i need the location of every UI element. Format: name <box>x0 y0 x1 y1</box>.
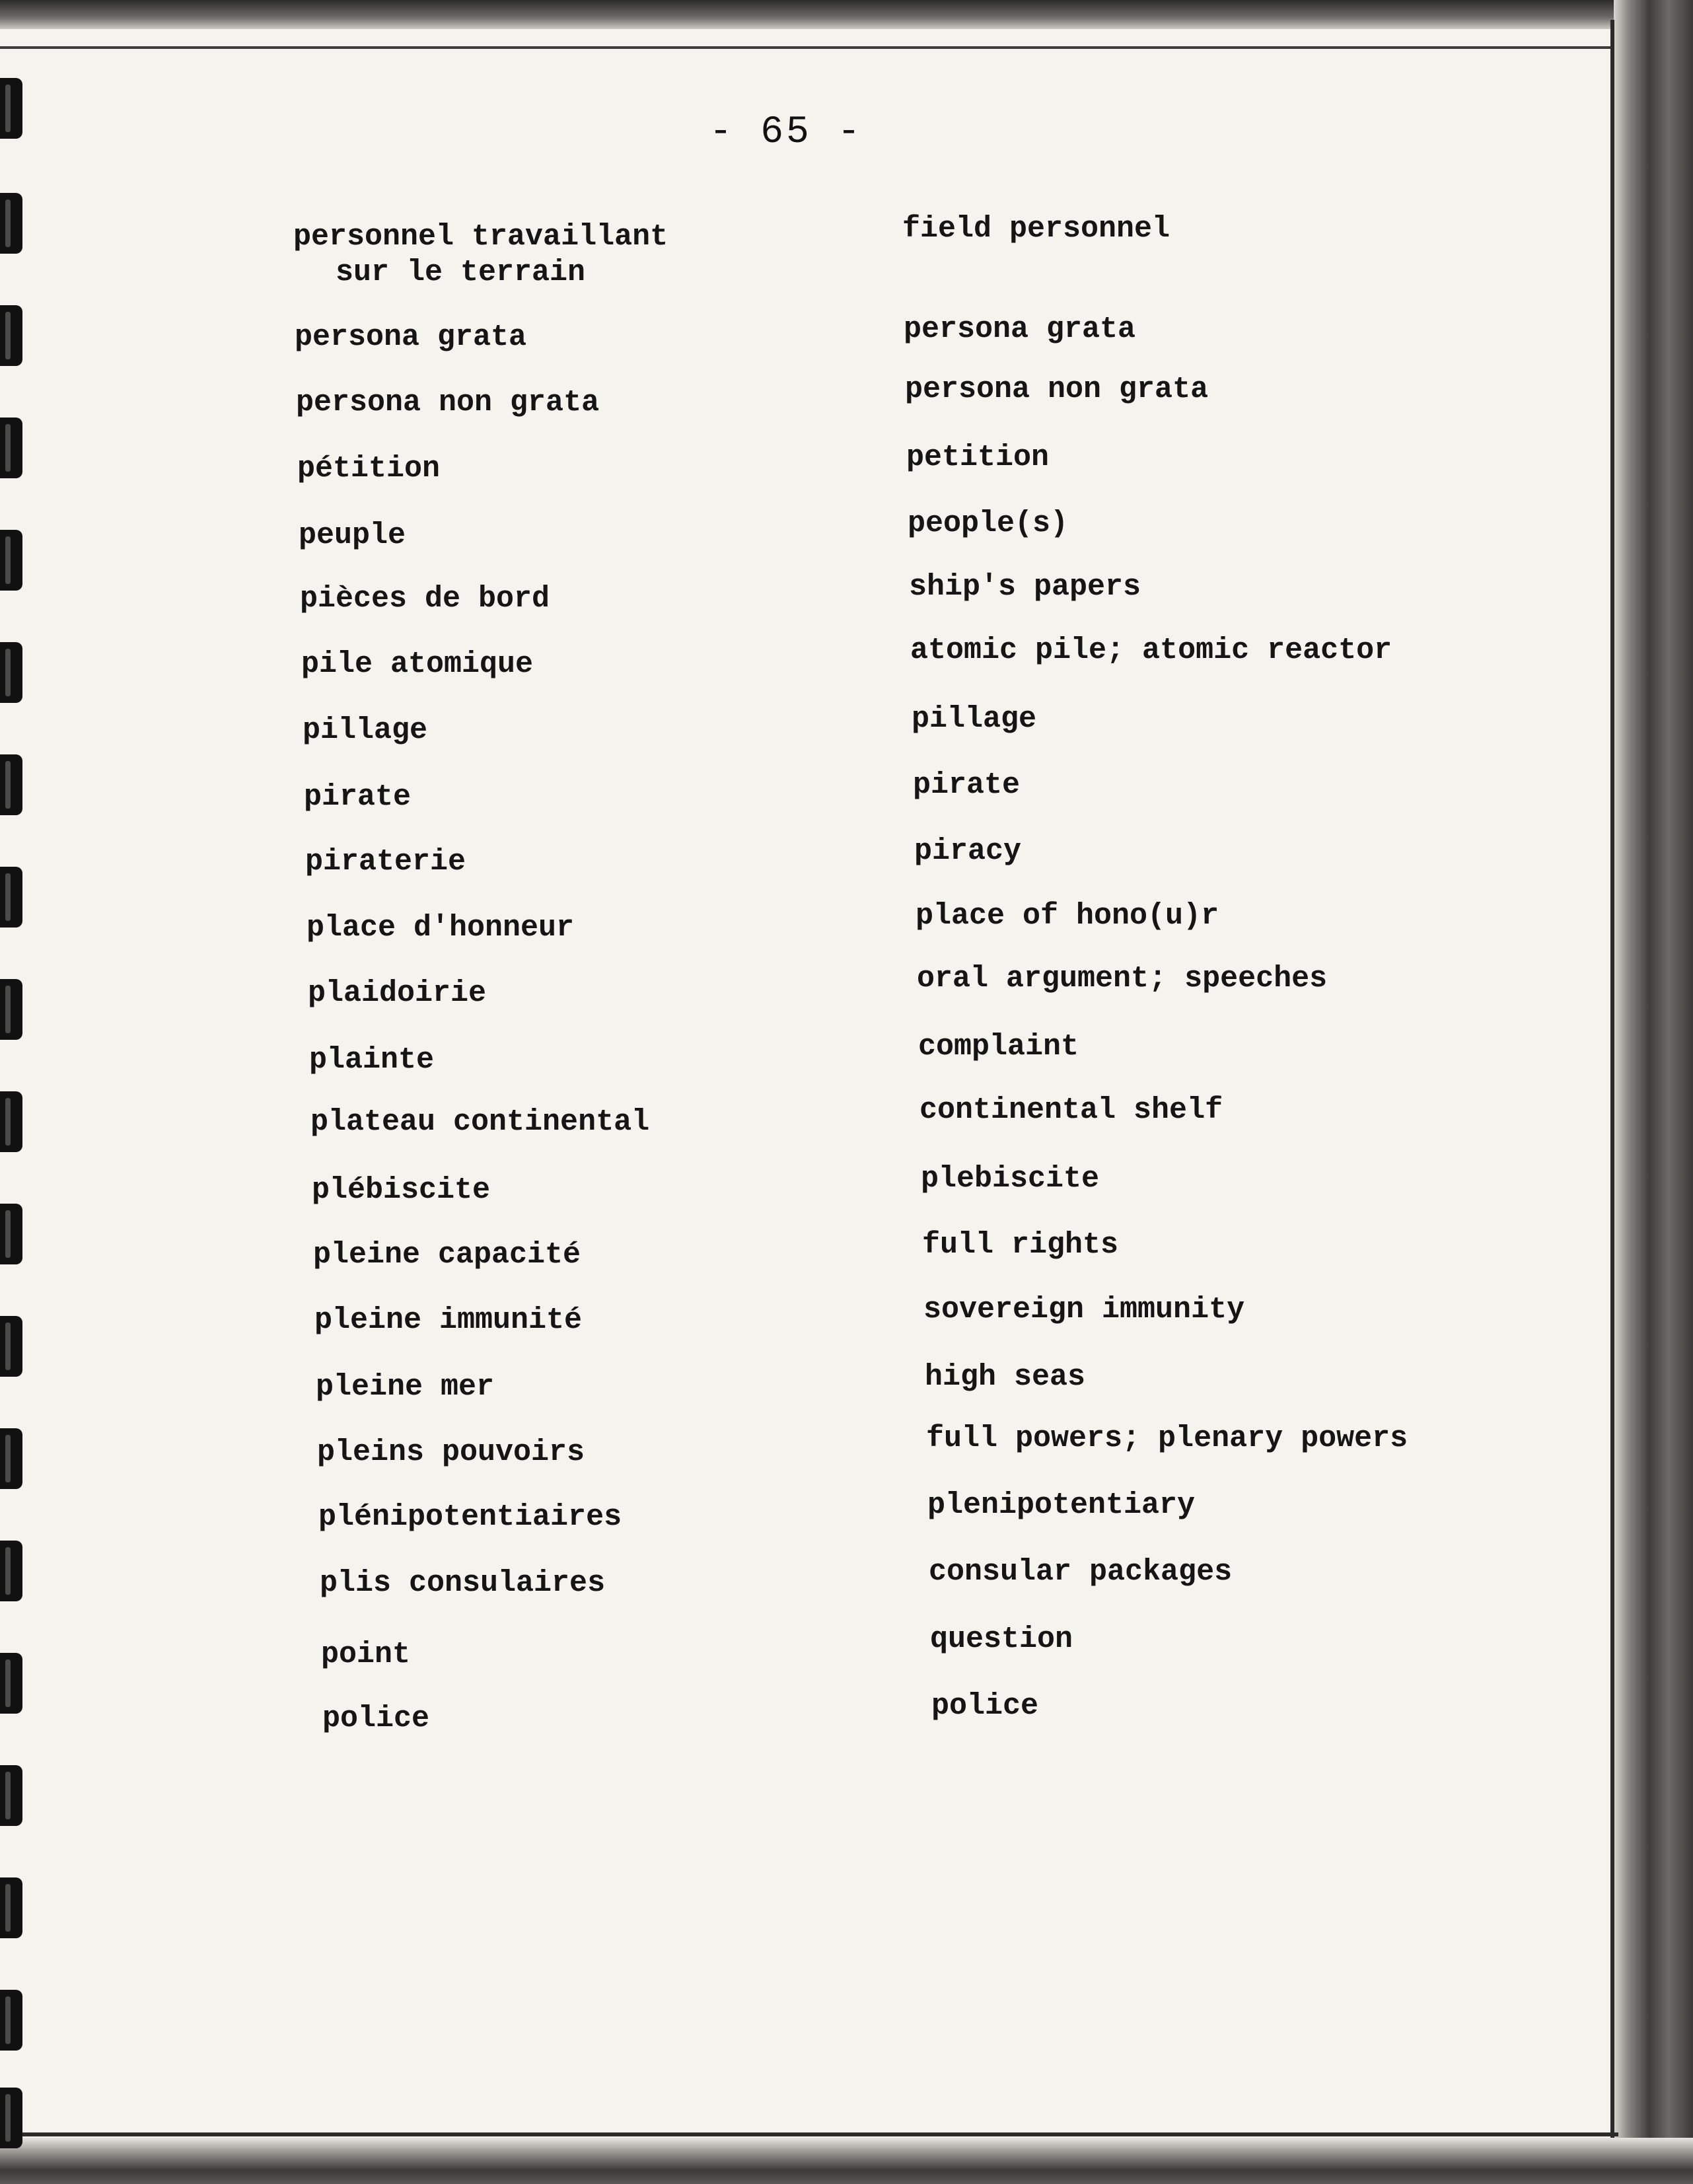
french-term: place d'honneur <box>306 911 575 945</box>
french-term: plaidoirie <box>308 976 487 1010</box>
page-top-border <box>0 46 1612 49</box>
english-term: police <box>931 1689 1039 1723</box>
binding-ring <box>0 418 22 478</box>
english-term: sovereign immunity <box>923 1293 1245 1327</box>
french-term: plis consulaires <box>320 1566 606 1600</box>
french-term: point <box>321 1638 411 1671</box>
french-term <box>293 219 668 291</box>
binding-ring <box>0 1877 22 1938</box>
french-term: persona grata <box>295 320 527 354</box>
french-term: pleine immunité <box>314 1303 583 1337</box>
english-term: place of hono(u)r <box>916 899 1219 933</box>
binding-ring <box>0 530 22 591</box>
french-term-line: personnel travaillant <box>293 220 668 254</box>
binding-ring <box>0 1653 22 1714</box>
english-term: continental shelf <box>919 1093 1223 1127</box>
french-term: piraterie <box>305 845 466 879</box>
french-term: pirate <box>304 780 412 814</box>
binding-ring <box>0 1765 22 1826</box>
binding-ring <box>0 193 22 254</box>
binding-ring <box>0 1541 22 1601</box>
french-term: pétition <box>297 452 441 486</box>
english-term: petition <box>906 441 1050 474</box>
binding-ring <box>0 1091 22 1152</box>
english-term: question <box>930 1622 1073 1656</box>
english-term: full powers; plenary powers <box>926 1422 1408 1455</box>
binding-ring <box>0 305 22 366</box>
english-term: ship's papers <box>909 570 1141 604</box>
french-term: plainte <box>309 1043 435 1077</box>
english-term: oral argument; speeches <box>917 962 1328 996</box>
english-term: consular packages <box>929 1555 1233 1589</box>
scan-bottom-edge <box>0 2138 1693 2184</box>
page-bottom-border <box>0 2132 1618 2136</box>
binding-ring <box>0 2088 22 2148</box>
binding-ring <box>0 78 22 139</box>
french-term: plateau continental <box>310 1105 650 1139</box>
french-term: persona non grata <box>296 386 600 419</box>
english-term: atomic pile; atomic reactor <box>910 634 1392 667</box>
french-term: pleins pouvoirs <box>317 1436 585 1469</box>
french-term: pièces de bord <box>300 582 550 616</box>
binding-ring <box>0 867 22 928</box>
english-term: people(s) <box>908 507 1069 540</box>
english-term: pirate <box>913 768 1021 802</box>
english-term: plebiscite <box>921 1162 1100 1196</box>
french-term-continuation: sur le terrain <box>336 256 586 289</box>
french-term: police <box>322 1702 430 1735</box>
english-term: complaint <box>918 1030 1079 1064</box>
english-term: persona grata <box>904 312 1136 346</box>
english-term: piracy <box>914 834 1022 868</box>
french-term: pile atomique <box>301 647 534 681</box>
english-term: plenipotentiary <box>927 1488 1196 1522</box>
french-term: pleine mer <box>316 1370 495 1404</box>
scan-top-edge <box>0 0 1693 29</box>
french-term: plébiscite <box>312 1173 491 1207</box>
binding-ring <box>0 1990 22 2051</box>
english-term: high seas <box>925 1360 1086 1394</box>
english-term: full rights <box>922 1228 1119 1262</box>
french-term: peuple <box>299 519 406 552</box>
scan-right-edge <box>1614 0 1693 2184</box>
binding-ring <box>0 1316 22 1377</box>
french-term: pleine capacité <box>313 1238 581 1272</box>
english-term: persona non grata <box>905 373 1209 406</box>
french-term: pillage <box>303 713 428 747</box>
english-term: field personnel <box>902 212 1171 246</box>
binding-ring <box>0 1428 22 1489</box>
english-term: pillage <box>912 702 1037 736</box>
binding-ring <box>0 642 22 703</box>
page-right-border <box>1610 20 1614 2160</box>
page-number: - 65 - <box>709 111 863 154</box>
binding-ring <box>0 979 22 1040</box>
binding-ring <box>0 754 22 815</box>
french-term: plénipotentiaires <box>318 1500 622 1534</box>
binding-ring <box>0 1204 22 1264</box>
